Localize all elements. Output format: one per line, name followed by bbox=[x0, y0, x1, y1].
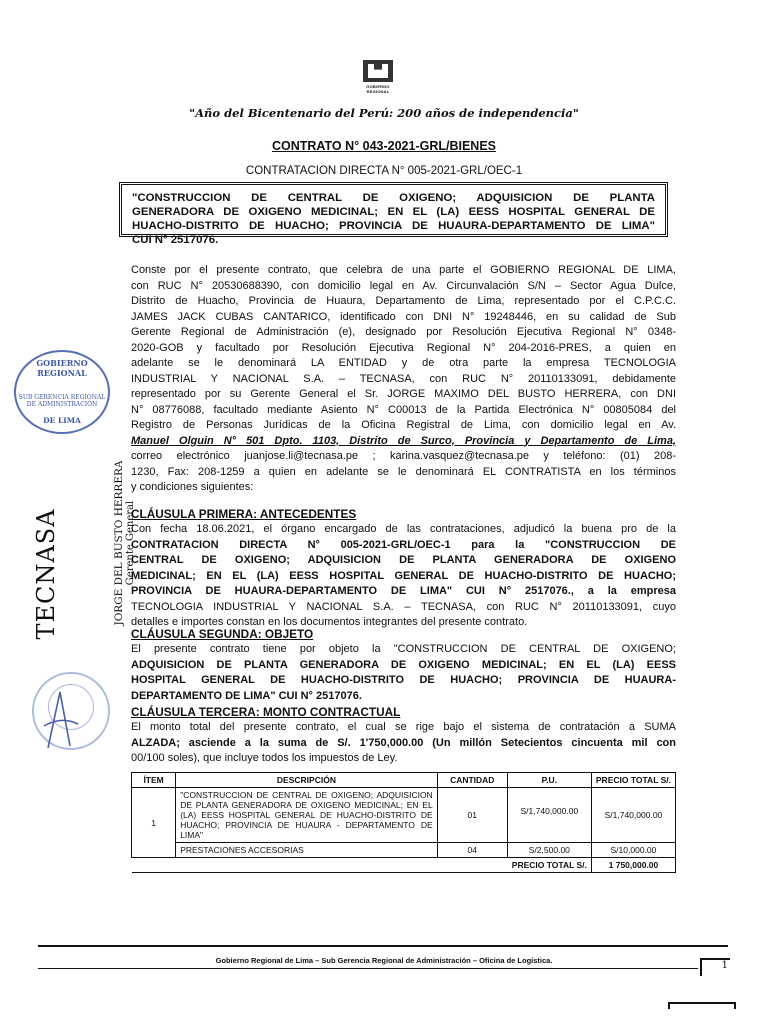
intro-line: representado por su Gerente General el Sr. JORGE MAXIMO DEL BUSTO HERRERA, con DNI bbox=[131, 388, 676, 400]
col-total: PRECIO TOTAL S/. bbox=[591, 773, 675, 788]
coat-of-arms-icon bbox=[363, 60, 393, 82]
clause-line: ALZADA; asciende a la suma de S/. 1'750,000.00 (Un millón Setecientos cincuenta mil con bbox=[131, 736, 676, 749]
row-pu: S/1,740,000.00 bbox=[507, 788, 591, 843]
clause-2-body bbox=[131, 642, 676, 706]
regional-government-logo bbox=[362, 60, 394, 94]
page-number: 1 bbox=[700, 958, 730, 976]
table-total-row bbox=[132, 858, 676, 873]
clause-line: detalles e importes constan en los documentos integrantes del presente contrato. bbox=[131, 616, 528, 628]
project-line: HUACHO-DISTRITO DE HUACHO; PROVINCIA DE HUAURA-DEPARTAMENTO DE LIMA" bbox=[132, 220, 655, 232]
project-line: CUI N° 2517076. bbox=[132, 234, 219, 246]
intro-line: Registro de Personas Jurídicas de la Oficina Registral de Lima, con domicilio legal en Av. bbox=[131, 419, 676, 431]
clause-line: 00/100 soles), que incluye todos los impuestos de Ley. bbox=[131, 752, 398, 764]
item-number: 1 bbox=[132, 788, 176, 858]
intro-line: adelante se le denominará LA ENTIDAD y de otra parte la empresa TECNOLOGIA bbox=[131, 357, 676, 369]
clause-line: Con fecha 18.06.2021, el órgano encargado de las contrataciones, adjudicó la buena pro de la bbox=[131, 523, 676, 535]
stamp-top-text: GOBIERNO REGIONAL bbox=[36, 358, 88, 378]
col-descripcion: DESCRIPCIÓN bbox=[176, 773, 438, 788]
intro-line: Gerente Regional de Administración (e), designado por Resolución Ejecutiva Regional N° 0348- bbox=[131, 326, 676, 338]
clause-line: TECNOLOGIA INDUSTRIAL Y NACIONAL S.A. – TECNASA, con RUC N° 20110133091, cuyo bbox=[131, 600, 676, 613]
contract-subtitle: CONTRATACION DIRECTA N° 005-2021-GRL/OEC-1 bbox=[245, 165, 523, 177]
price-table bbox=[131, 772, 676, 873]
col-cantidad: CANTIDAD bbox=[437, 773, 507, 788]
clause-line: El presente contrato tiene por objeto la "CONSTRUCCION DE CENTRAL DE OXIGENO; bbox=[131, 643, 676, 655]
intro-line: N° 08776088, facultado mediante Asiento N° C00013 de la Partida Electrónica N° 00805084 del bbox=[131, 403, 676, 416]
project-line: "CONSTRUCCION DE CENTRAL DE OXIGENO; ADQUISICION DE PLANTA bbox=[132, 192, 655, 204]
clause-line: CONTRATACION DIRECTA N° 005-2021-GRL/OEC-1 para la "CONSTRUCCION DE bbox=[131, 538, 676, 551]
year-motto: "Año del Bicentenario del Perú: 200 años de independencia" bbox=[189, 106, 579, 120]
project-line: GENERADORA DE OXIGENO MEDICINAL; EN EL (LA) EESS HOSPITAL GENERAL DE bbox=[132, 206, 655, 218]
table-row bbox=[132, 788, 676, 843]
stamp-bottom-text: DE LIMA bbox=[43, 416, 81, 425]
project-name-box bbox=[119, 182, 668, 246]
page-corner-mark bbox=[668, 1002, 736, 1009]
col-item: ÍTEM bbox=[132, 773, 176, 788]
clause-line: El monto total del presente contrato, el cual se rige bajo el sistema de contratación a SUMA bbox=[131, 721, 676, 733]
row-cantidad: 01 bbox=[437, 788, 507, 843]
row-cantidad: 04 bbox=[437, 843, 507, 858]
clause-3-body bbox=[131, 720, 676, 768]
company-stamp: TECNASA bbox=[32, 508, 60, 640]
table-header-row bbox=[132, 773, 676, 788]
intro-line: y condiciones siguientes: bbox=[131, 481, 254, 493]
clause-line: HOSPITAL GENERAL DE HUACHO-DISTRITO DE HUACHO; PROVINCIA DE HUAURA- bbox=[131, 674, 676, 686]
intro-line: con RUC N° 20530688390, con domicilio legal en Av. Circunvalación S/N – Sector Agua Dulce, bbox=[131, 279, 676, 292]
table-row bbox=[132, 843, 676, 858]
clause-line: PROVINCIA DE HUAURA-DEPARTAMENTO DE LIMA" CUI N° 2517076., a la empresa bbox=[131, 585, 676, 597]
signature-scrawl-icon bbox=[40, 690, 80, 750]
intro-line: Conste por el presente contrato, que celebra de una parte el GOBIERNO REGIONAL DE LIMA, bbox=[131, 264, 676, 276]
intro-line: 2020-GOB y facultado por Resolución Ejecutiva Regional N° 204-2016-PRES, a quien en bbox=[131, 341, 676, 354]
total-label: PRECIO TOTAL S/. bbox=[132, 858, 592, 873]
row-total: S/10,000.00 bbox=[591, 843, 675, 858]
intro-line: correo electrónico juanjose.li@tecnasa.pe ; karina.vasquez@tecnasa.pe y teléfono: (01) 208- bbox=[131, 450, 676, 462]
signer-stamp bbox=[114, 458, 136, 628]
row-descripcion: PRESTACIONES ACCESORIAS bbox=[176, 843, 438, 858]
row-pu: S/2,500.00 bbox=[507, 843, 591, 858]
clause-line: DEPARTAMENTO DE LIMA" CUI N° 2517076. bbox=[131, 689, 362, 702]
clause-1-body bbox=[131, 522, 676, 632]
signer-name: JORGE DEL BUSTO HERRERA bbox=[113, 460, 125, 626]
intro-line: JAMES JACK CUBAS CANTARICO, identificado con DNI N° 19248446, en su calidad de Sub bbox=[131, 310, 676, 323]
intro-line: Distrito de Huacho, Provincia de Huaura, Departamento de Lima, representado por el C.P.C.C. bbox=[131, 295, 676, 307]
footer-rule bbox=[38, 945, 728, 947]
intro-paragraph bbox=[131, 263, 676, 498]
intro-line: Manuel Olguin N° 501 Dpto. 1103, Distrito de Surco, Provincia y Departamento de Lima, bbox=[131, 434, 676, 447]
clause-2-heading: CLÁUSULA SEGUNDA: OBJETO bbox=[131, 627, 314, 641]
stamp-mid-text: SUB GERENCIA REGIONAL DE ADMINISTRACION bbox=[18, 394, 106, 408]
clause-1-heading: CLÁUSULA PRIMERA: ANTECEDENTES bbox=[131, 507, 357, 521]
intro-line: 1230, Fax: 208-1259 a quien en adelante se le denominará EL CONTRATISTA en los términos bbox=[131, 465, 676, 478]
footer-text: Gobierno Regional de Lima – Sub Gerencia Regional de Administración – Oficina de Logística. bbox=[215, 956, 553, 965]
total-value: 1 750,000.00 bbox=[591, 858, 675, 873]
row-descripcion: "CONSTRUCCION DE CENTRAL DE OXIGENO; ADQUISICION DE PLANTA GENERADORA DE OXIGENO MEDICINAL; EN EL (LA) EESS HOSPITAL GENERAL DE HUACHO-DISTRITO DE HUACHO; PROVINCIA DE HUAURA - DEPARTAMENTO DE LIMA" bbox=[176, 788, 438, 843]
signer-title: Gerente General bbox=[125, 500, 136, 586]
clause-line: CENTRAL DE OXIGENO; ADQUISICION DE PLANTA GENERADORA DE OXIGENO bbox=[131, 554, 676, 566]
footer-rule bbox=[38, 968, 698, 969]
clause-line: ADQUISICION DE PLANTA GENERADORA DE OXIGENO MEDICINAL; EN EL (LA) EESS bbox=[131, 658, 676, 671]
regional-government-stamp bbox=[14, 350, 110, 434]
intro-line: INDUSTRIAL Y NACIONAL S.A. – TECNASA, con RUC N° 20110133091, debidamente bbox=[131, 372, 676, 385]
row-total: S/1,740,000.00 bbox=[591, 788, 675, 843]
logo-caption: GOBIERNO REGIONAL bbox=[366, 84, 390, 94]
contract-title: CONTRATO N° 043-2021-GRL/BIENES bbox=[271, 139, 497, 153]
col-pu: P.U. bbox=[507, 773, 591, 788]
clause-3-heading: CLÁUSULA TERCERA: MONTO CONTRACTUAL bbox=[131, 705, 401, 719]
clause-line: MEDICINAL; EN EL (LA) EESS HOSPITAL GENERAL DE HUACHO-DISTRITO DE HUACHO; bbox=[131, 569, 676, 582]
